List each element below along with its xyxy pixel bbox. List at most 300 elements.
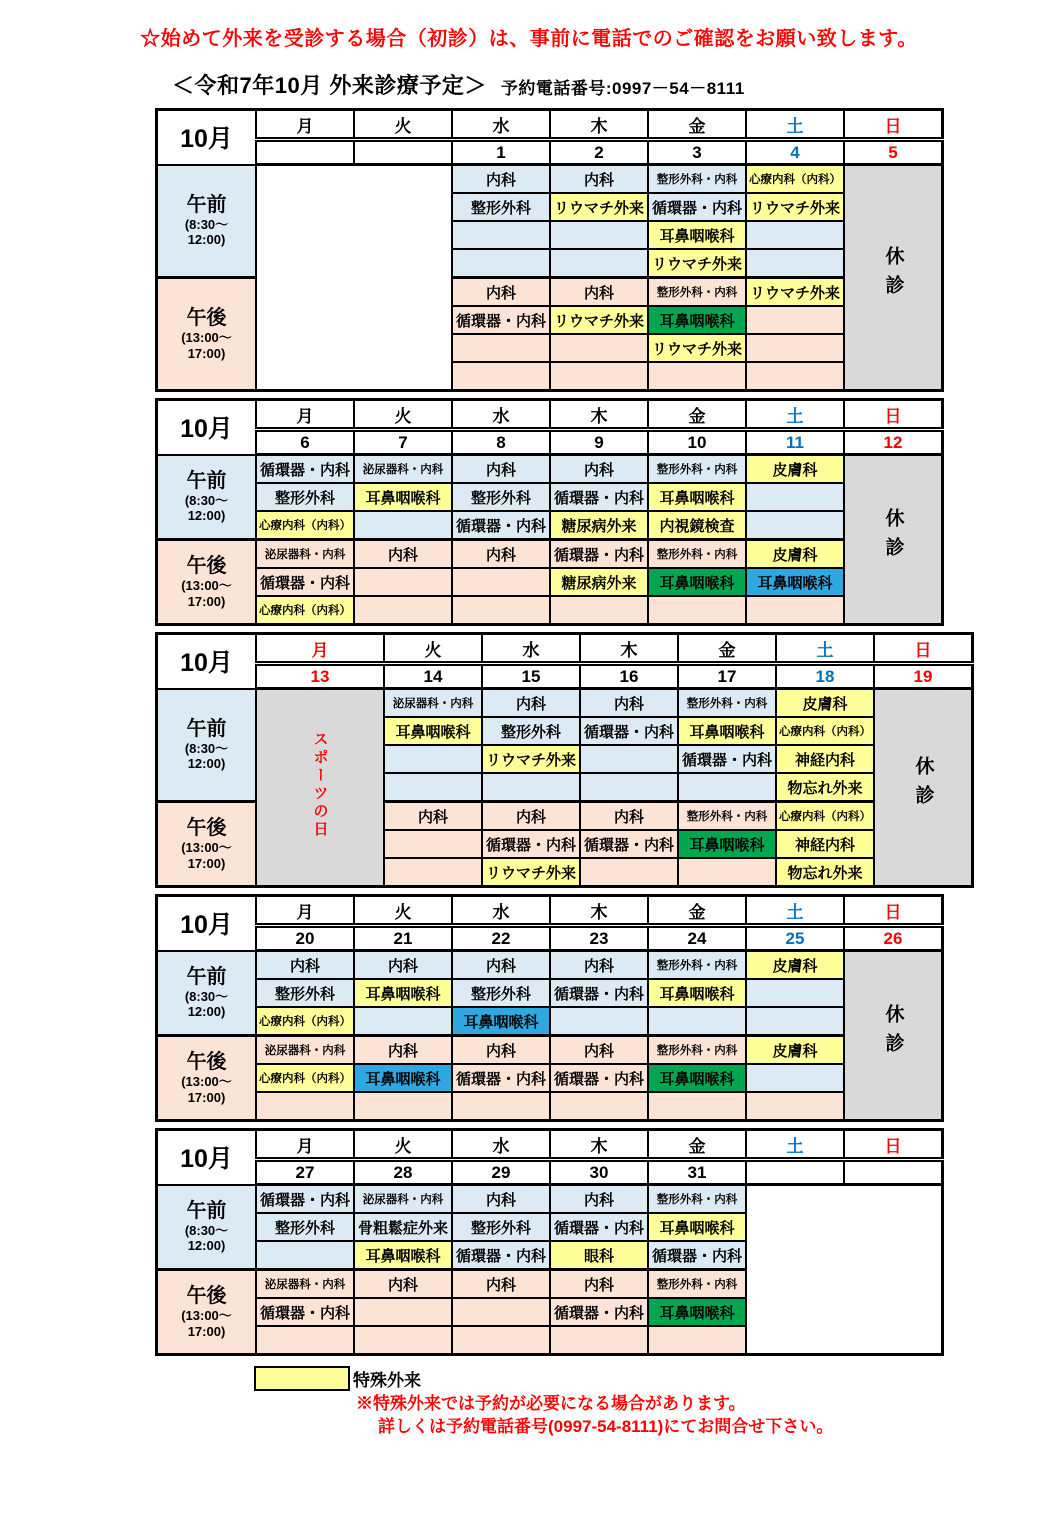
schedule-cell: 内科 <box>482 802 580 831</box>
schedule-cell <box>746 334 844 362</box>
schedule-cell: 内科 <box>452 455 550 484</box>
schedule-cell: リウマチ外来 <box>550 193 648 221</box>
period-time: (8:30～ <box>184 492 229 508</box>
day-header: 木 <box>580 634 678 664</box>
day-header: 火 <box>354 1130 452 1160</box>
schedule-cell: 内科 <box>452 540 550 569</box>
schedule-cell: リウマチ外来 <box>482 745 580 773</box>
day-header: 火 <box>354 896 452 926</box>
schedule-cell: 心療内科（内科） <box>256 511 354 540</box>
period-time: 12:00) <box>187 1238 226 1254</box>
schedule-cell: 耳鼻咽喉科 <box>648 979 746 1007</box>
schedule-cell <box>550 362 648 391</box>
schedule-cell <box>354 1007 452 1036</box>
schedule-cell <box>452 1298 550 1326</box>
date-cell: 11 <box>746 430 844 455</box>
date-row <box>157 430 943 455</box>
schedule-cell <box>384 830 482 858</box>
schedule-cell: 糖尿病外来 <box>550 568 648 596</box>
date-cell <box>746 1160 844 1185</box>
schedule-cell: 整形外科 <box>452 1213 550 1241</box>
date-cell: 13 <box>256 664 384 689</box>
period-time: 17:00) <box>187 1323 226 1339</box>
schedule-cell: 内科 <box>452 1036 550 1065</box>
day-header: 金 <box>648 1130 746 1160</box>
schedule-cell <box>678 858 776 887</box>
schedule-cell: リウマチ外来 <box>550 306 648 334</box>
schedule-cell: 整形外科・内科 <box>648 1270 746 1299</box>
schedule-cell: 心療内科（内科） <box>746 165 844 194</box>
schedule-cell <box>678 773 776 802</box>
period-am-cell <box>157 689 257 802</box>
schedule-cell: 循環器・内科 <box>550 1213 648 1241</box>
schedule-cell <box>648 362 746 391</box>
day-header: 金 <box>648 896 746 926</box>
title-bar <box>172 69 1058 100</box>
closed-cell <box>844 165 943 391</box>
schedule-cell: 心療内科（内科） <box>256 596 354 625</box>
schedule-cell: 整形外科 <box>256 979 354 1007</box>
day-header: 日 <box>844 400 943 430</box>
schedule-cell: 皮膚科 <box>746 1036 844 1065</box>
week-block-5 <box>155 1128 944 1356</box>
schedule-cell <box>746 221 844 249</box>
reservation-phone: 予約電話番号:0997－54－8111 <box>500 79 745 98</box>
schedule-cell <box>452 596 550 625</box>
schedule-cell: 泌尿器科・内科 <box>256 1036 354 1065</box>
day-header-row <box>157 400 943 430</box>
empty-cell <box>256 165 452 391</box>
closed-label: 休診 <box>882 246 904 304</box>
schedule-cell: 骨粗鬆症外来 <box>354 1213 452 1241</box>
day-header: 日 <box>844 1130 943 1160</box>
day-header: 月 <box>256 400 354 430</box>
schedule-cell: 耳鼻咽喉科 <box>354 483 452 511</box>
day-header: 火 <box>354 110 452 140</box>
schedule-cell: 循環器・内科 <box>580 717 678 745</box>
schedule-cell: 皮膚科 <box>746 455 844 484</box>
schedule-cell: 内科 <box>452 1270 550 1299</box>
date-cell: 8 <box>452 430 550 455</box>
schedule-cell: 整形外科 <box>452 979 550 1007</box>
schedule-row <box>157 1007 943 1036</box>
period-pm-label: 午後 <box>186 816 227 839</box>
schedule-cell: 耳鼻咽喉科 <box>648 1213 746 1241</box>
schedule-cell <box>648 1092 746 1121</box>
schedule-cell: 耳鼻咽喉科 <box>354 979 452 1007</box>
schedule-cell: 内視鏡検査 <box>648 511 746 540</box>
period-pm-cell <box>157 1036 257 1121</box>
schedule-cell: 整形外科 <box>452 193 550 221</box>
schedule-cell <box>452 1092 550 1121</box>
period-time: 17:00) <box>187 345 226 361</box>
schedule-cell <box>256 1326 354 1355</box>
month-label: 10月 <box>157 634 257 689</box>
legend-row <box>254 1366 1058 1391</box>
schedule-cell: 内科 <box>354 1270 452 1299</box>
day-header-row <box>157 110 943 140</box>
day-header: 月 <box>256 1130 354 1160</box>
schedule-cell: 内科 <box>550 165 648 194</box>
schedule-cell: リウマチ外来 <box>482 858 580 887</box>
month-label: 10月 <box>157 400 257 455</box>
period-time: 17:00) <box>187 593 226 609</box>
closed-label: 休診 <box>912 756 934 814</box>
date-cell: 3 <box>648 140 746 165</box>
period-time: (8:30～ <box>184 216 229 232</box>
schedule-cell: 整形外科・内科 <box>678 802 776 831</box>
date-row <box>157 926 943 951</box>
date-cell: 12 <box>844 430 943 455</box>
schedule-cell: 整形外科・内科 <box>648 1036 746 1065</box>
date-cell: 31 <box>648 1160 746 1185</box>
closed-cell <box>844 951 943 1121</box>
schedule-row <box>157 511 943 540</box>
schedule-cell: 整形外科 <box>256 1213 354 1241</box>
schedule-cell <box>384 773 482 802</box>
date-cell: 24 <box>648 926 746 951</box>
schedule-cell: 循環器・内科 <box>256 455 354 484</box>
special-clinic-swatch <box>254 1366 350 1391</box>
period-pm-label: 午後 <box>186 1050 227 1073</box>
period-time: (8:30～ <box>184 988 229 1004</box>
schedule-cell <box>354 1092 452 1121</box>
schedule-cell <box>648 1007 746 1036</box>
date-cell <box>256 140 354 165</box>
schedule-cell: 内科 <box>354 951 452 980</box>
schedule-row <box>157 1036 943 1065</box>
day-header: 水 <box>452 110 550 140</box>
date-cell: 17 <box>678 664 776 689</box>
period-time: (8:30～ <box>184 740 229 756</box>
schedule-cell <box>746 1092 844 1121</box>
footer-notes <box>356 1393 1058 1439</box>
period-am-label: 午前 <box>186 965 227 988</box>
week-block-4 <box>155 894 944 1122</box>
schedule-cell <box>746 483 844 511</box>
period-am-label: 午前 <box>186 1199 227 1222</box>
schedule-cell: 泌尿器科・内科 <box>384 689 482 718</box>
schedule-cell <box>550 334 648 362</box>
period-time: 12:00) <box>187 508 226 524</box>
schedule-cell: 循環器・内科 <box>550 1298 648 1326</box>
schedule-cell: 循環器・内科 <box>550 483 648 511</box>
schedule-row <box>157 979 943 1007</box>
schedule-cell: リウマチ外来 <box>746 278 844 307</box>
day-header: 水 <box>452 1130 550 1160</box>
day-header: 土 <box>746 400 844 430</box>
schedule-cell <box>746 596 844 625</box>
schedule-cell: 循環器・内科 <box>648 1241 746 1270</box>
schedule-cell: 内科 <box>256 951 354 980</box>
schedule-row <box>157 1064 943 1092</box>
schedule-cell: 神経内科 <box>776 745 874 773</box>
date-cell: 16 <box>580 664 678 689</box>
schedule-cell: 耳鼻咽喉科 <box>648 1064 746 1092</box>
date-row <box>157 1160 943 1185</box>
date-cell: 4 <box>746 140 844 165</box>
schedule-cell: 心療内科（内科） <box>776 802 874 831</box>
period-am-label: 午前 <box>186 469 227 492</box>
date-cell: 7 <box>354 430 452 455</box>
schedule-row <box>157 1185 943 1214</box>
schedule-cell: 整形外科・内科 <box>678 689 776 718</box>
schedule-cell: 内科 <box>550 1270 648 1299</box>
week-block-3 <box>155 632 974 888</box>
day-header: 月 <box>256 110 354 140</box>
schedule-cell: 整形外科 <box>482 717 580 745</box>
period-time: 17:00) <box>187 855 226 871</box>
schedule-cell <box>746 249 844 278</box>
schedule-cell: 糖尿病外来 <box>550 511 648 540</box>
schedule-cell: 内科 <box>452 951 550 980</box>
schedule-cell: 内科 <box>452 278 550 307</box>
day-header: 日 <box>874 634 973 664</box>
schedule-row <box>157 596 943 625</box>
schedule-cell: リウマチ外来 <box>746 193 844 221</box>
schedule-cell: 皮膚科 <box>776 689 874 718</box>
period-time: (13:00～ <box>181 1073 232 1089</box>
day-header: 日 <box>844 896 943 926</box>
schedule-cell: 整形外科・内科 <box>648 540 746 569</box>
schedule-cell <box>354 511 452 540</box>
schedule-cell <box>384 745 482 773</box>
page-title: ＜令和7年10月 外来診療予定＞ <box>172 73 487 98</box>
schedule-cell <box>452 1326 550 1355</box>
schedule-cell: リウマチ外来 <box>648 249 746 278</box>
month-label: 10月 <box>157 1130 257 1185</box>
date-row <box>157 664 973 689</box>
schedule-cell: 内科 <box>550 951 648 980</box>
schedule-cell: 内科 <box>452 165 550 194</box>
schedule-cell: 耳鼻咽喉科 <box>384 717 482 745</box>
schedule-cell: 眼科 <box>550 1241 648 1270</box>
schedule-cell <box>746 1064 844 1092</box>
day-header: 火 <box>384 634 482 664</box>
schedule-cell <box>452 221 550 249</box>
schedule-cell: 内科 <box>550 1185 648 1214</box>
schedule-cell: 耳鼻咽喉科 <box>452 1007 550 1036</box>
schedule-row <box>157 1092 943 1121</box>
schedule-cell: 循環器・内科 <box>452 511 550 540</box>
schedule-cell: 内科 <box>580 802 678 831</box>
week-block-2 <box>155 398 944 626</box>
day-header: 木 <box>550 896 648 926</box>
schedule-cell <box>746 1007 844 1036</box>
schedule-row <box>157 689 973 718</box>
schedule-cell: 循環器・内科 <box>580 830 678 858</box>
schedule-row <box>157 455 943 484</box>
schedule-cell <box>354 568 452 596</box>
period-time: (8:30～ <box>184 1222 229 1238</box>
period-time: (13:00～ <box>181 839 232 855</box>
date-cell: 25 <box>746 926 844 951</box>
period-am-label: 午前 <box>186 193 227 216</box>
schedule-row <box>157 165 943 194</box>
schedule-cell <box>256 1092 354 1121</box>
schedule-row <box>157 483 943 511</box>
date-cell: 27 <box>256 1160 354 1185</box>
date-cell: 2 <box>550 140 648 165</box>
schedule-cell: 循環器・内科 <box>256 1298 354 1326</box>
schedule-cell <box>384 858 482 887</box>
schedule-cell: 内科 <box>550 1036 648 1065</box>
day-header: 金 <box>648 110 746 140</box>
period-time: 12:00) <box>187 232 226 248</box>
schedule-cell <box>648 596 746 625</box>
schedule-cell: 内科 <box>354 540 452 569</box>
schedule-cell: 耳鼻咽喉科 <box>648 1298 746 1326</box>
schedule-cell: 内科 <box>580 689 678 718</box>
period-time: (13:00～ <box>181 329 232 345</box>
day-header: 土 <box>746 896 844 926</box>
date-cell: 23 <box>550 926 648 951</box>
date-cell: 14 <box>384 664 482 689</box>
schedule-cell <box>550 249 648 278</box>
period-time: (13:00～ <box>181 577 232 593</box>
date-cell: 1 <box>452 140 550 165</box>
schedule-cell: 耳鼻咽喉科 <box>746 568 844 596</box>
day-header: 金 <box>678 634 776 664</box>
date-cell: 18 <box>776 664 874 689</box>
special-clinic-label: 特殊外来 <box>353 1371 421 1390</box>
schedule-cell: 循環器・内科 <box>550 540 648 569</box>
period-pm-cell <box>157 1270 257 1355</box>
day-header: 水 <box>452 896 550 926</box>
schedule-cell <box>746 979 844 1007</box>
schedule-cell: 神経内科 <box>776 830 874 858</box>
date-cell: 28 <box>354 1160 452 1185</box>
closed-cell <box>844 455 943 625</box>
schedule-cell: 循環器・内科 <box>482 830 580 858</box>
schedule-cell <box>354 596 452 625</box>
schedule-cell: 耳鼻咽喉科 <box>648 568 746 596</box>
schedule-cell <box>452 334 550 362</box>
schedule-cell <box>550 1007 648 1036</box>
period-pm-cell <box>157 278 257 391</box>
schedule-cell: 内科 <box>550 278 648 307</box>
schedule-cell <box>580 745 678 773</box>
date-cell <box>844 1160 943 1185</box>
schedule-cell <box>354 1298 452 1326</box>
period-time: 12:00) <box>187 756 226 772</box>
schedule-cell: 内科 <box>452 1185 550 1214</box>
schedule-cell <box>746 362 844 391</box>
schedule-cell: 耳鼻咽喉科 <box>678 830 776 858</box>
month-label: 10月 <box>157 896 257 951</box>
schedule-cell: 心療内科（内科） <box>256 1064 354 1092</box>
schedule-cell <box>550 596 648 625</box>
schedule-cell: 物忘れ外来 <box>776 773 874 802</box>
first-visit-notice: ☆始めて外来を受診する場合（初診）は、事前に電話でのご確認をお願い致します。 <box>140 28 918 50</box>
date-cell: 9 <box>550 430 648 455</box>
schedule-cell <box>256 1241 354 1270</box>
schedule-cell: 循環器・内科 <box>256 1185 354 1214</box>
schedule-cell: 整形外科・内科 <box>648 455 746 484</box>
schedule-cell: 心療内科（内科） <box>256 1007 354 1036</box>
footer-note-2: 詳しくは予約電話番号(0997-54-8111)にてお問合せ下さい。 <box>378 1416 834 1436</box>
date-cell: 20 <box>256 926 354 951</box>
date-cell: 6 <box>256 430 354 455</box>
schedule-cell: 耳鼻咽喉科 <box>648 221 746 249</box>
schedule-cell: 内科 <box>384 802 482 831</box>
schedule-cell: 耳鼻咽喉科 <box>678 717 776 745</box>
date-cell: 22 <box>452 926 550 951</box>
closed-label: 休診 <box>882 1004 904 1062</box>
schedule-cell: 整形外科・内科 <box>648 1185 746 1214</box>
schedule-cell: 耳鼻咽喉科 <box>648 483 746 511</box>
schedule-cell: 物忘れ外来 <box>776 858 874 887</box>
period-pm-label: 午後 <box>186 306 227 329</box>
period-am-label: 午前 <box>186 717 227 740</box>
period-time: (13:00～ <box>181 1307 232 1323</box>
schedule-cell: 泌尿器科・内科 <box>256 1270 354 1299</box>
schedule-cell <box>482 773 580 802</box>
month-label: 10月 <box>157 110 257 165</box>
week-block-1 <box>155 108 944 392</box>
schedule-cell: 内科 <box>482 689 580 718</box>
schedule-cell: 内科 <box>550 455 648 484</box>
day-header: 日 <box>844 110 943 140</box>
date-cell: 19 <box>874 664 973 689</box>
schedule-cell: 循環器・内科 <box>452 306 550 334</box>
date-row <box>157 140 943 165</box>
closed-cell <box>874 689 973 887</box>
schedule-cell: 整形外科 <box>452 483 550 511</box>
period-am-cell <box>157 165 257 278</box>
schedule-cell <box>746 511 844 540</box>
schedule-cell: 循環器・内科 <box>256 568 354 596</box>
date-cell: 21 <box>354 926 452 951</box>
schedule-cell: 泌尿器科・内科 <box>256 540 354 569</box>
date-cell <box>354 140 452 165</box>
day-header: 水 <box>452 400 550 430</box>
period-am-cell <box>157 455 257 540</box>
period-pm-label: 午後 <box>186 1284 227 1307</box>
schedule-cell: リウマチ外来 <box>648 334 746 362</box>
schedule-cell: 循環器・内科 <box>452 1064 550 1092</box>
empty-cell <box>746 1185 943 1355</box>
period-pm-label: 午後 <box>186 554 227 577</box>
schedule-cell: 皮膚科 <box>746 540 844 569</box>
schedule-cell <box>354 1326 452 1355</box>
schedule-cell <box>580 858 678 887</box>
holiday-cell <box>256 689 384 887</box>
day-header: 土 <box>776 634 874 664</box>
day-header-row <box>157 1130 943 1160</box>
closed-label: 休診 <box>882 508 904 566</box>
schedule-cell: 内科 <box>354 1036 452 1065</box>
schedule-cell <box>452 249 550 278</box>
period-time: 12:00) <box>187 1004 226 1020</box>
schedule-cell <box>452 568 550 596</box>
date-cell: 29 <box>452 1160 550 1185</box>
schedule-cell <box>648 1326 746 1355</box>
schedule-cell <box>550 1092 648 1121</box>
day-header: 水 <box>482 634 580 664</box>
day-header-row <box>157 634 973 664</box>
schedule-cell: 循環器・内科 <box>452 1241 550 1270</box>
schedule-cell: 整形外科・内科 <box>648 165 746 194</box>
footer-note-1: ※特殊外来では予約が必要になる場合があります。 <box>356 1394 746 1413</box>
period-time: 17:00) <box>187 1089 226 1105</box>
day-header: 月 <box>256 634 384 664</box>
schedule-cell: 循環器・内科 <box>648 193 746 221</box>
schedule-cell <box>746 306 844 334</box>
date-cell: 26 <box>844 926 943 951</box>
date-cell: 5 <box>844 140 943 165</box>
date-cell: 10 <box>648 430 746 455</box>
